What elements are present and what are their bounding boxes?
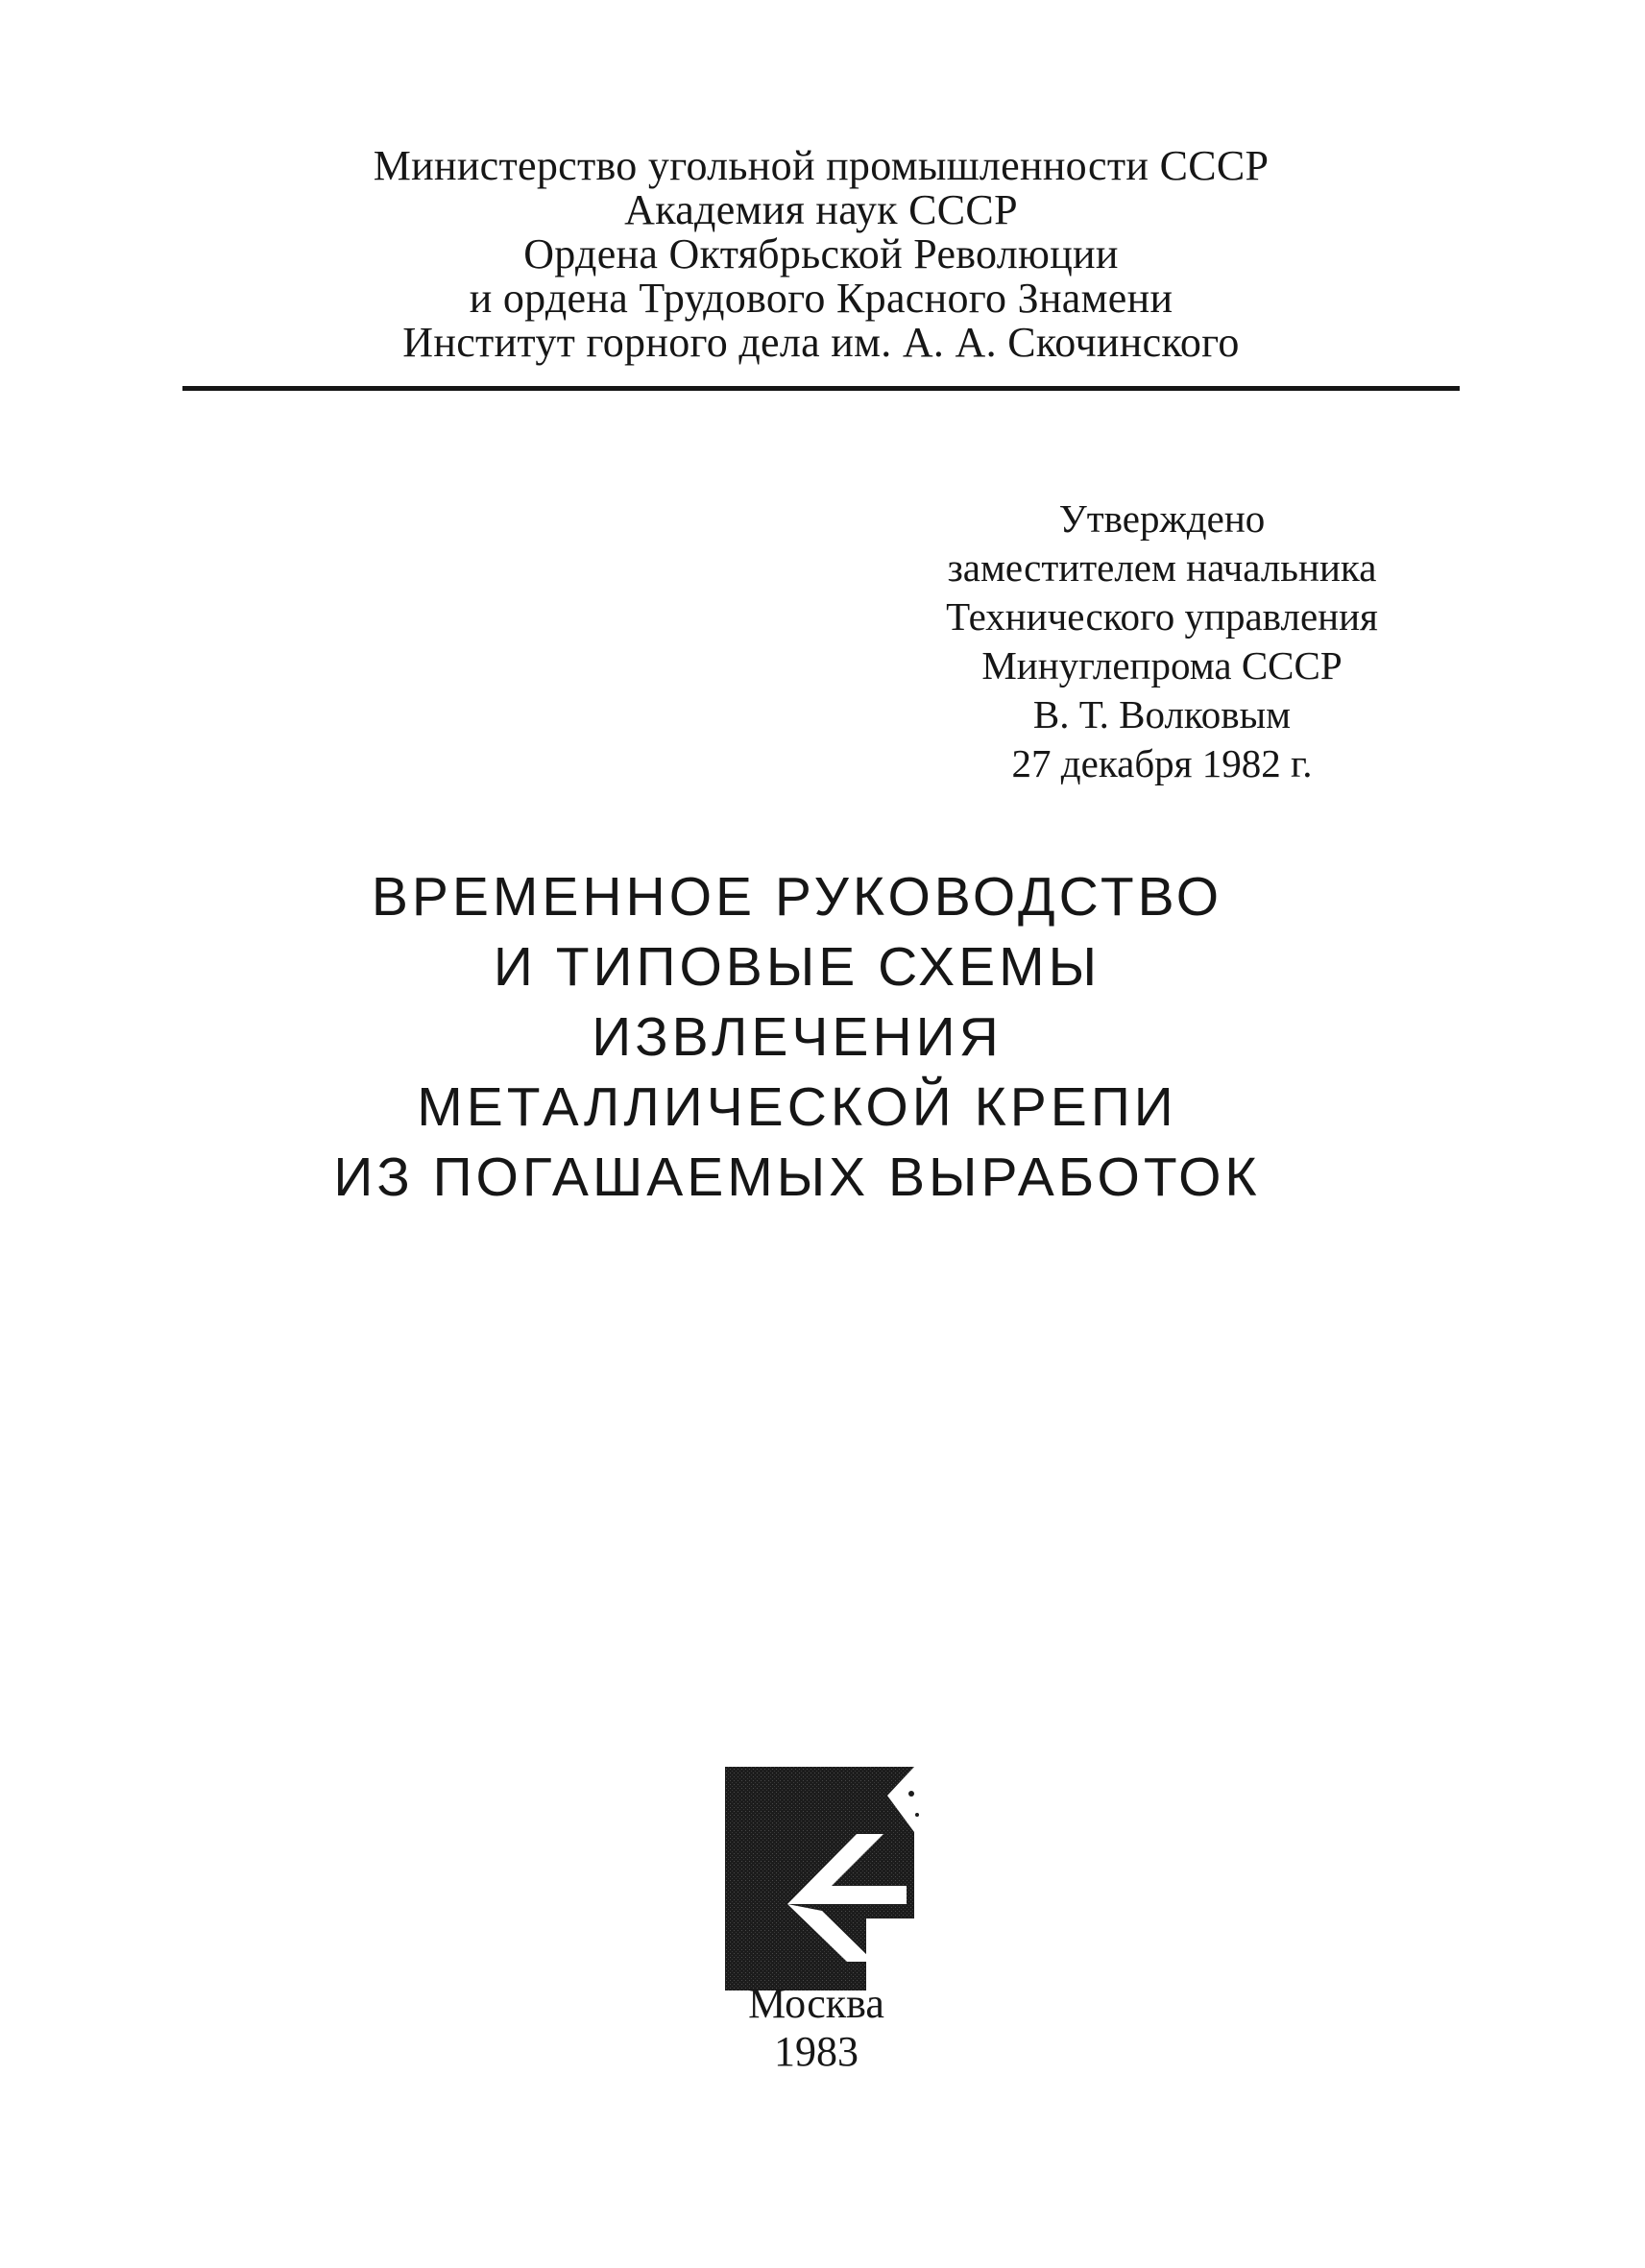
approval-line-department: Технического управления [946, 594, 1378, 639]
publication-year: 1983 [774, 2028, 859, 2075]
document-title [317, 862, 1277, 1213]
publisher-logo-icon [722, 1765, 933, 2005]
header-divider [182, 386, 1460, 391]
approval-stamp [864, 495, 1460, 788]
ministry-line: Министерство угольной промышленности СССР [373, 142, 1270, 189]
title-line-4: МЕТАЛЛИЧЕСКОЙ КРЕПИ [417, 1076, 1177, 1138]
publisher-imprint [672, 1980, 960, 2076]
approval-line-date: 27 декабря 1982 г. [1011, 741, 1313, 785]
title-line-5: ИЗ ПОГАШАЕМЫХ ВЫРАБОТОК [333, 1146, 1261, 1208]
title-line-3: ИЗВЛЕЧЕНИЯ [592, 1006, 1003, 1068]
publisher-city: Москва [748, 1980, 884, 2027]
approval-line-ministry: Минуглепрома СССР [981, 643, 1343, 688]
title-line-1: ВРЕМЕННОЕ РУКОВОДСТВО [371, 866, 1223, 928]
title-line-2: И ТИПОВЫЕ СХЕМЫ [493, 936, 1101, 998]
institute-line: Институт горного дела им. А. А. Скочинского [402, 319, 1240, 366]
academy-line: Академия наук СССР [624, 186, 1018, 233]
order-line-2: и ордена Трудового Красного Знамени [469, 275, 1173, 322]
approval-line-signatory: В. Т. Волковым [1032, 692, 1292, 736]
approval-line-approved: Утверждено [1058, 496, 1266, 541]
order-line-1: Ордена Октябрьской Революции [523, 230, 1119, 277]
organization-header [182, 144, 1460, 365]
approval-line-position: заместителем начальника [947, 545, 1377, 590]
